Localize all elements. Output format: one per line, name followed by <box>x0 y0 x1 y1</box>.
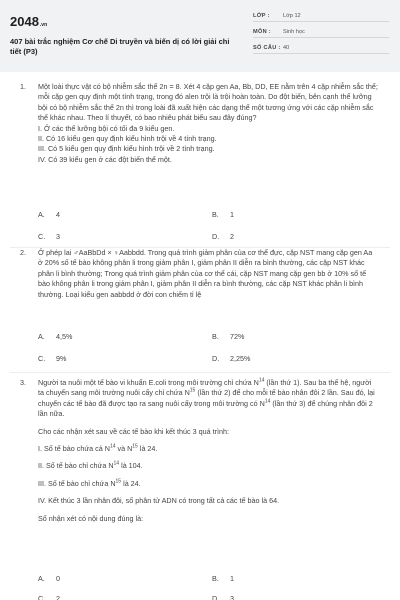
meta-subject <box>253 24 389 38</box>
statement: II. Có 16 kiểu gen quy định kiểu hình trội về 4 tính trạng. <box>38 134 217 144</box>
question-text: Một loài thực vật có bộ nhiễm sắc thể 2n = 8. Xét 4 cặp gen Aa, Bb, DD, EE nằm trên 4 cặp nhiễm sắc thể; mỗi cặp gen quy định một tính trạng, trong đó alen trội là trội hoàn toàn. Do đột biến, bên cạnh thể lưỡng bội có bộ nhiễm sắc thể 2n thì trong loài đã xuất hiện các dạng thể một tương ứng với các cặp nhiễm sắc thể khác nhau. Theo lí thuyết, có bao nhiêu phát biểu sau đây đúng? <box>38 82 378 123</box>
option-c[interactable]: C. 3 <box>38 232 60 241</box>
option-b[interactable]: B. 1 <box>212 574 234 583</box>
option-b[interactable]: B. 1 <box>212 210 234 219</box>
option-a[interactable]: A. 4,5% <box>38 332 73 341</box>
meta-subject-value: Sinh học <box>283 29 305 35</box>
meta-class-value: Lớp 12 <box>283 13 301 19</box>
option-c[interactable]: C. 2 <box>38 594 60 600</box>
meta-class-key: LỚP : <box>253 13 270 19</box>
question-ask: Cho các nhận xét sau về các tế bào khi kết thúc 3 quá trình: <box>38 426 229 436</box>
divider <box>10 372 390 373</box>
option-d[interactable]: D. 2 <box>212 232 234 241</box>
meta-question-count <box>253 40 389 54</box>
question-number: 1. <box>20 82 26 91</box>
question-text: Ở phép lai ♂AaBbDd × ♀Aabbdd. Trong quá trình giảm phân của cơ thể đực, cặp NST mang cặp gen Aa ở 20% số tế bào không phân li trong giảm phân I, giảm phân II diễn ra bình thường, các cặp NST khác phân li bình thường; Trong quá trình giảm phân của cơ thể cái, cặp NST mang cặp gen bb ở 10% số tế bào không phân li trong giảm phân I, giảm phân II diễn ra bình thường, các cặp NST khác phân li bình thường. Loại kiểu gen aabbdd ở đời con chiếm tỉ lệ <box>38 248 373 299</box>
statement: I. Số tế bào chứa cả $N^{14}$ và $N^{15}$ là 24. <box>38 443 158 454</box>
option-a[interactable]: A. 0 <box>38 574 60 583</box>
statement: IV. Kết thúc 3 lần nhân đôi, số phân tử ADN có trong tất cả các tế bào là 64. <box>38 496 280 506</box>
site-logo[interactable]: 2048.vn <box>10 14 48 29</box>
statement: III. Có 5 kiểu gen quy định kiểu hình trội về 2 tính trạng. <box>38 144 215 154</box>
option-d[interactable]: D. 2,25% <box>212 354 251 363</box>
meta-class <box>253 8 389 22</box>
question-body <box>38 82 378 165</box>
meta-count-key: SỐ CÂU : <box>253 45 281 51</box>
statement: I. Ở các thể lưỡng bội có tối đa 9 kiểu gen. <box>38 123 175 133</box>
document-title: 407 bài trắc nghiệm Cơ chế Di truyền và biến dị có lời giải chi tiết (P3) <box>10 37 230 56</box>
question-body <box>38 378 378 524</box>
option-d[interactable]: D. 3 <box>212 594 234 600</box>
question-number: 2. <box>20 248 26 257</box>
question-closing: Số nhận xét có nội dung đúng là: <box>38 513 144 523</box>
option-a[interactable]: A. 4 <box>38 210 60 219</box>
option-c[interactable]: C. 9% <box>38 354 67 363</box>
statement: II. Số tế bào chỉ chứa $N^{14}$ là 104. <box>38 461 143 471</box>
page-header <box>0 0 400 72</box>
option-b[interactable]: B. 72% <box>212 332 245 341</box>
question-body <box>38 248 378 300</box>
meta-count-value: 40 <box>283 45 290 51</box>
statement: IV. Có 39 kiểu gen ở các đột biến thể một. <box>38 154 172 164</box>
statement: III. Số tế bào chỉ chứa $N^{15}$ là 24. <box>38 478 141 488</box>
question-intro: Người ta nuôi một tế bào vi khuẩn E.coli trong môi trường chỉ chứa $N^{14}$ (lần thứ 1). Sau ba thế hệ, người ta chuyển sang môi trường nuôi cấy chỉ chứa $N^{15}$ (lần thứ 2) để cho mỗi tế bào nhân đôi 2 lần. Sau đó, lại chuyển các tế bào đã được tạo ra sang nuôi cấy trong môi trường có $N^{14}$ (lần thứ 3) để chúng nhân đôi 2 lần nữa. <box>38 377 375 419</box>
meta-subject-key: MÔN : <box>253 29 271 35</box>
question-list <box>0 72 400 600</box>
question-number: 3. <box>20 378 26 387</box>
